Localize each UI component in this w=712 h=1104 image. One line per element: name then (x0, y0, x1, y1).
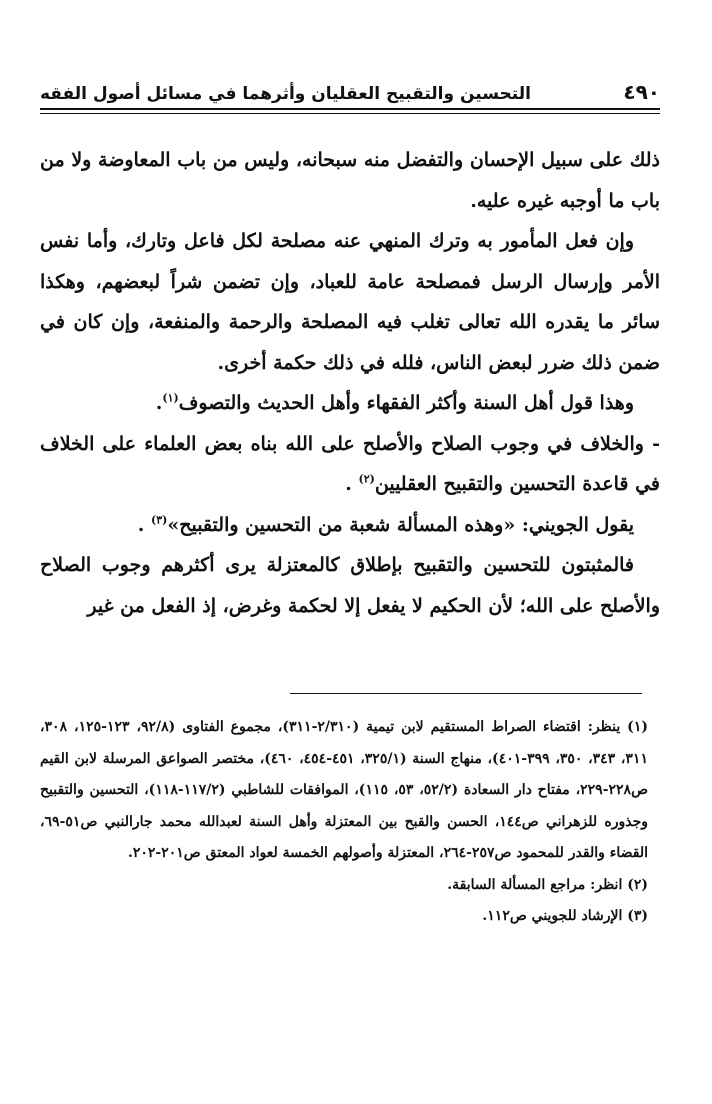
paragraph-5-text: يقول الجويني: «وهذه المسألة شعبة من التحسين والتقبيح» (167, 513, 634, 536)
main-text (40, 140, 660, 626)
paragraph-4 (40, 424, 660, 505)
header-rule (40, 108, 660, 110)
page-number: ٤٩٠ (623, 80, 660, 104)
paragraph-6: فالمثبتون للتحسين والتقبيح بإطلاق كالمعتزلة يرى أكثرهم وجوب الصلاح والأصلح على الله؛ لأن الحكيم لا يفعل إلا لحكمة وغرض، إذ الفعل من غير (40, 554, 660, 617)
paragraph-2: وإن فعل المأمور به وترك المنهي عنه مصلحة لكل فاعل وتارك، وأما نفس الأمر وإرسال الرسل فمصلحة عامة للعباد، وإن تضمن شراً لبعضهم، وهكذا سائر ما يقدره الله تعالى تغلب فيه المصلحة والرحمة والمنفعة، وإن كان في ضمن ذلك ضرر لبعض الناس، فلله في ذلك حكمة أخرى. (40, 230, 660, 374)
footnotes (40, 712, 648, 933)
paragraph-5 (40, 505, 660, 546)
footnote-ref-3: (٣) (150, 513, 168, 527)
footnote-ref-1: (١) (162, 391, 179, 405)
footnote-1: (١) ينظر: اقتضاء الصراط المستقيم لابن تيمية (٢/٣١٠-٣١١)، مجموع الفتاوى (٩٢/٨، ١٢٣-١٢٥، ٣٠٨، ٣١١، ٣٤٣، ٣٥٠، ٣٩٩-٤٠١)، منهاج السنة (٣٢٥/١، ٤٥١-٤٥٤، ٤٦٠)، مختصر الصواعق المرسلة لابن القيم ص٢٢٨-٢٢٩، مفتاح دار السعادة (٥٢/٢، ٥٣، ١١٥)، الموافقات للشاطبي (١١٧/٢-١١٨)، التحسين والتقبيح وجذوره للزهراني ص١٤٤، الحسن والقبح بين المعتزلة وأهل السنة لعبدالله محمد جارالنبي ص٥١-٦٩، القضاء والقدر للمحمود ص٢٥٧-٢٦٤، المعتزلة وأصولهم الخمسة لعواد المعتق ص٢٠١-٢٠٢. (40, 719, 649, 861)
footnote-ref-2: (٢) (358, 472, 375, 486)
paragraph-4-end: . (345, 473, 359, 495)
paragraph-4-text: - والخلاف في وجوب الصلاح والأصلح على الله بناه بعض العلماء على الخلاف في قاعدة التحسين والتقبيح العقليين (40, 432, 660, 495)
footnote-separator (290, 693, 642, 694)
footnote-2: (٢) انظر: مراجع المسألة السابقة. (447, 876, 648, 893)
paragraph-5-end: . (137, 513, 151, 536)
paragraph-3 (40, 383, 660, 424)
running-title: التحسين والتقبيح العقليان وأثرهما في مسائل أصول الفقه (40, 84, 531, 104)
header-rule-thin (40, 113, 660, 114)
paragraph-1: ذلك على سبيل الإحسان والتفضل منه سبحانه، وليس من باب المعاوضة ولا من باب ما أوجبه غيره عليه. (40, 149, 660, 212)
paragraph-3-end: . (155, 392, 163, 414)
paragraph-3-text: وهذا قول أهل السنة وأكثر الفقهاء وأهل الحديث والتصوف (178, 392, 634, 414)
running-header (40, 74, 660, 104)
footnote-3: (٣) الإرشاد للجويني ص١١٢. (482, 908, 648, 924)
